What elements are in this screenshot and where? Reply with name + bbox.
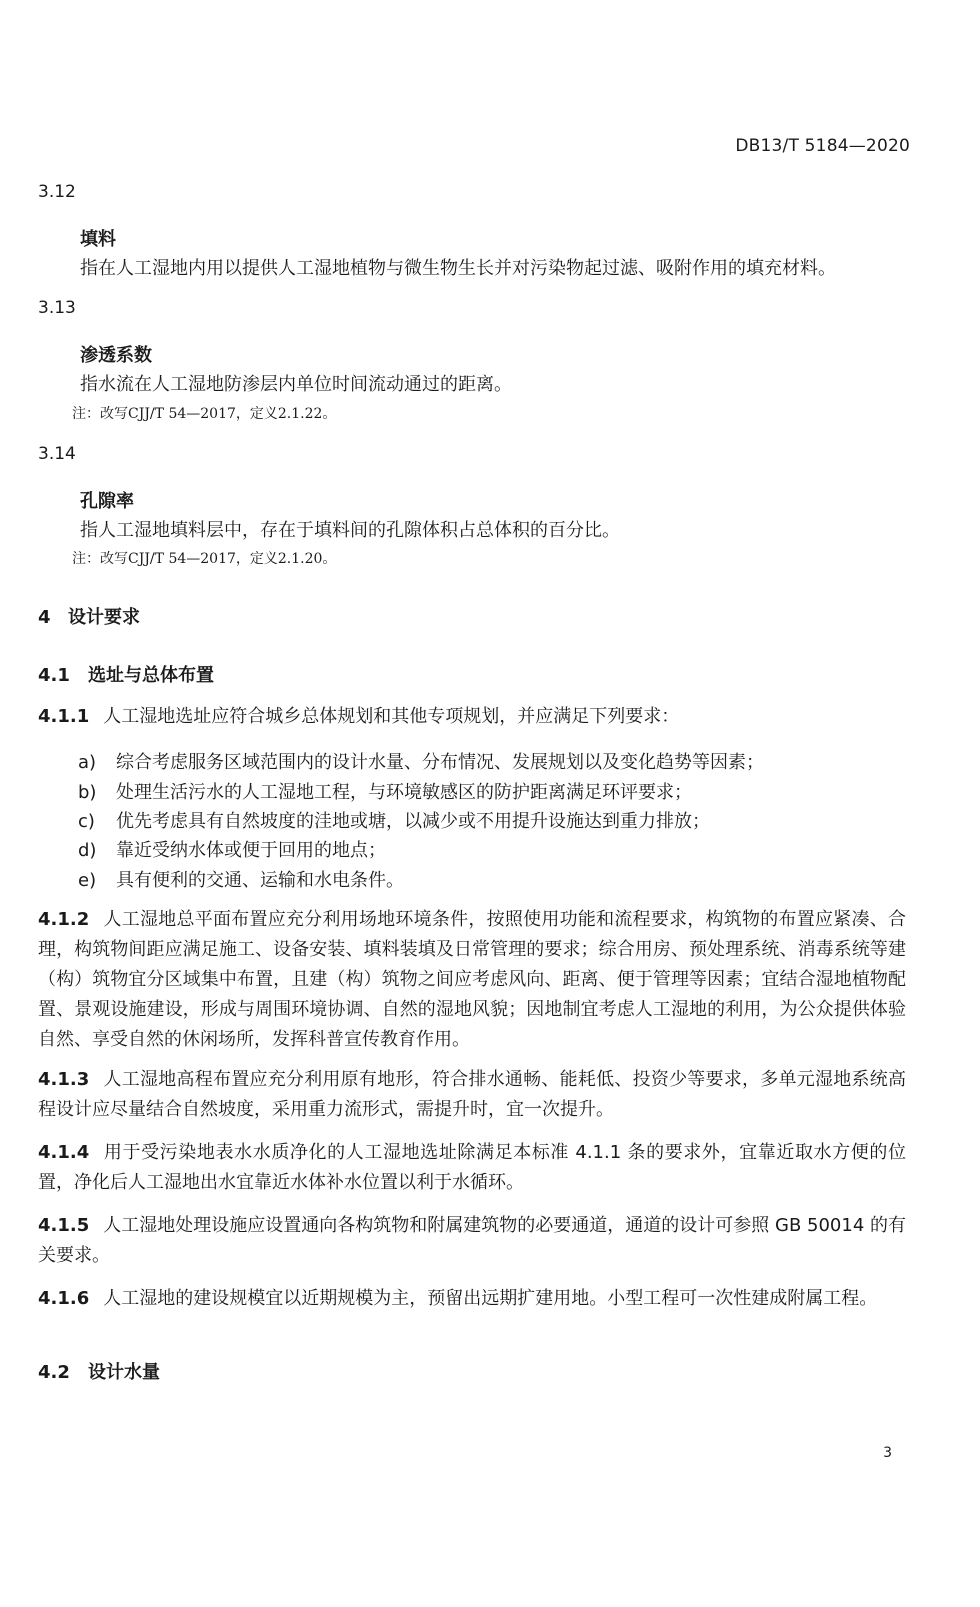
list-item-label: b)	[78, 782, 97, 803]
term-note: 注：改写CJJ/T 54—2017，定义2.1.20。	[72, 551, 337, 567]
list-item-text: 靠近受纳水体或便于回用的地点；	[116, 840, 386, 861]
clause-paragraph	[38, 905, 906, 1055]
section-heading	[38, 603, 140, 629]
list-item-text: 综合考虑服务区域范围内的设计水量、分布情况、发展规划以及变化趋势等因素；	[116, 752, 764, 773]
subsection-title: 选址与总体布置	[88, 665, 214, 686]
clause-number: 4.1.1	[38, 706, 90, 727]
clause-number: 4.1.6	[38, 1288, 90, 1309]
clause-paragraph	[38, 1138, 906, 1198]
list-item	[78, 807, 710, 833]
list-item	[78, 778, 692, 804]
section-title: 设计要求	[68, 607, 140, 628]
clause-number: 4.1.3	[38, 1069, 90, 1090]
term-title: 孔隙率	[80, 491, 134, 512]
list-item	[78, 866, 404, 892]
clause-number: 4.1.4	[38, 1142, 90, 1163]
clause-paragraph	[38, 702, 906, 732]
clause-paragraph	[38, 1284, 906, 1314]
subsection-number: 4.2	[38, 1362, 70, 1383]
list-item-label: e)	[78, 870, 97, 891]
list-item-text: 具有便利的交通、运输和水电条件。	[116, 870, 404, 891]
list-item-label: c)	[78, 811, 95, 832]
page-number: 3	[883, 1445, 892, 1461]
clause-paragraph	[38, 1211, 906, 1271]
clause-number: 4.1.2	[38, 909, 90, 930]
term-definition: 指在人工湿地内用以提供人工湿地植物与微生物生长并对污染物起过滤、吸附作用的填充材料。	[80, 258, 836, 279]
document-code: DB13/T 5184—2020	[735, 136, 910, 156]
list-item-text: 处理生活污水的人工湿地工程，与环境敏感区的防护距离满足环评要求；	[116, 782, 692, 803]
clause-text: 人工湿地总平面布置应充分利用场地环境条件，按照使用功能和流程要求，构筑物的布置应紧凑、合理，构筑物间距应满足施工、设备安装、填料装填及日常管理的要求；综合用房、预处理系统、消毒系统等建（构）筑物宜分区域集中布置，且建（构）筑物之间应考虑风向、距离、便于管理等因素；宜结合湿地植物配置、景观设施建设，形成与周围环境协调、自然的湿地风貌；因地制宜考虑人工湿地的利用，为公众提供体验自然、享受自然的休闲场所，发挥科普宣传教育作用。	[38, 909, 906, 1050]
clause-number: 4.1.5	[38, 1215, 90, 1236]
clause-number: 3.13	[38, 298, 76, 318]
term-note: 注：改写CJJ/T 54—2017，定义2.1.22。	[72, 406, 337, 422]
term-definition: 指人工湿地填料层中，存在于填料间的孔隙体积占总体积的百分比。	[80, 520, 620, 541]
list-item-label: d)	[78, 840, 97, 861]
clause-text: 人工湿地高程布置应充分利用原有地形，符合排水通畅、能耗低、投资少等要求，多单元湿地系统高程设计应尽量结合自然坡度，采用重力流形式，需提升时，宜一次提升。	[38, 1069, 906, 1120]
term-definition: 指水流在人工湿地防渗层内单位时间流动通过的距离。	[80, 374, 512, 395]
clause-text: 人工湿地选址应符合城乡总体规划和其他专项规划，并应满足下列要求：	[103, 706, 680, 727]
list-item	[78, 748, 764, 774]
list-item	[78, 836, 386, 862]
list-item-text: 优先考虑具有自然坡度的洼地或塘，以减少或不用提升设施达到重力排放；	[116, 811, 710, 832]
list-item-label: a)	[78, 752, 97, 773]
section-number: 4	[38, 607, 51, 628]
subsection-number: 4.1	[38, 665, 70, 686]
clause-number: 3.12	[38, 182, 76, 202]
clause-text: 用于受污染地表水水质净化的人工湿地选址除满足本标准 4.1.1 条的要求外，宜靠近取水方便的位置，净化后人工湿地出水宜靠近水体补水位置以利于水循环。	[38, 1142, 906, 1193]
clause-text: 人工湿地处理设施应设置通向各构筑物和附属建筑物的必要通道，通道的设计可参照 GB 50014 的有关要求。	[38, 1215, 906, 1266]
clause-paragraph	[38, 1065, 906, 1125]
clause-number: 3.14	[38, 444, 76, 464]
clause-text: 人工湿地的建设规模宜以近期规模为主，预留出远期扩建用地。小型工程可一次性建成附属工程。	[103, 1288, 878, 1309]
subsection-heading	[38, 661, 214, 687]
term-title: 渗透系数	[80, 345, 152, 366]
subsection-title: 设计水量	[88, 1362, 160, 1383]
term-title: 填料	[80, 229, 116, 250]
subsection-heading	[38, 1358, 160, 1384]
